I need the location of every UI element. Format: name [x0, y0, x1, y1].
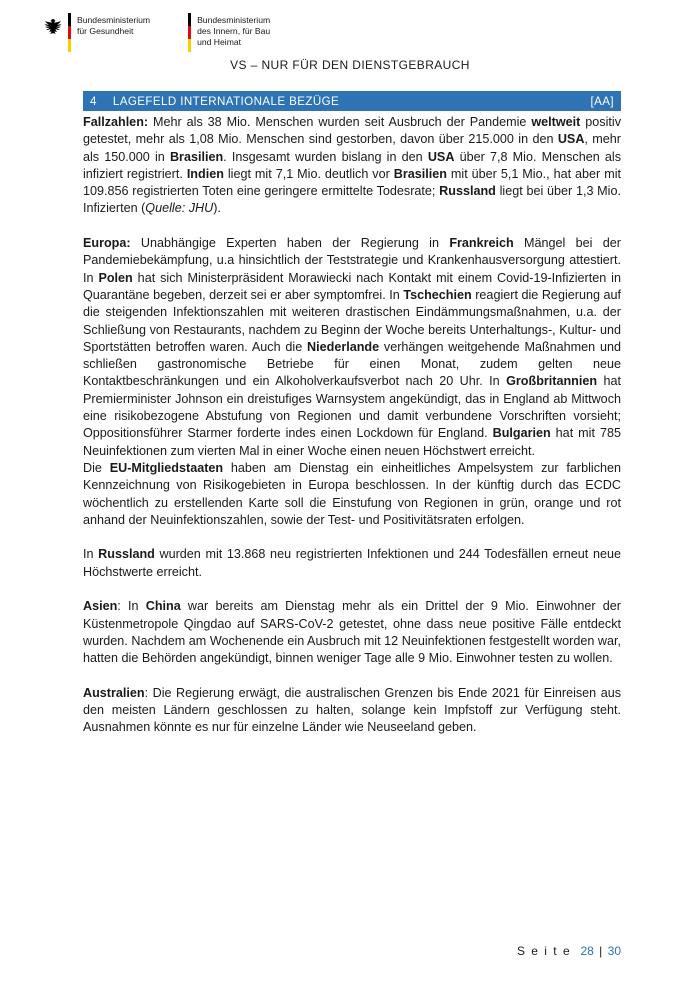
federal-eagle-icon	[42, 14, 64, 44]
text-run: über 7,8 Mio. Menschen als infiziert registriert.	[83, 149, 622, 181]
bold-text-run: USA	[427, 149, 455, 164]
bold-text-run: Tschechien	[403, 287, 472, 302]
paragraph	[83, 114, 621, 218]
paragraph	[83, 546, 621, 581]
classification-banner: VS – NUR FÜR DEN DIENSTGEBRAUCH	[230, 58, 470, 72]
page-footer	[517, 944, 621, 958]
bold-text-run: Brasilien	[393, 166, 447, 181]
page-separator: |	[599, 944, 603, 958]
text-run: : Die Regierung erwägt, die australischen Grenzen bis Ende 2021 für Einreisen aus den meisten Ländern geschlossen zu halten, solange kein Impfstoff zur Verfügung steht. Ausnahmen könnte es nur für einzelne Länder wie Neuseeland geben.	[83, 685, 621, 735]
bold-text-run: Russland	[439, 184, 496, 199]
text-run: verhängen weitgehende Maßnahmen und schließen gastronomische Betriebe für einen Monat, zudem gelten neue Kontaktbeschränkungen und ein Alkoholverkaufsverbot nach 20 Uhr. In	[83, 339, 621, 389]
bold-text-run: Bulgarien	[492, 426, 551, 441]
section-title: LAGEFELD INTERNATIONALE BEZÜGE	[112, 94, 340, 108]
bold-text-run: Australien	[83, 685, 145, 700]
text-run: liegt mit 7,1 Mio. deutlich vor	[223, 166, 394, 181]
text-run: positiv getestet, mehr als 1,08 Mio. Menschen sind gestorben, davon über 215.000 in den	[83, 115, 621, 147]
text-run: reagiert die Regierung auf die steigenden Infektionszahlen mit weiteren drastischen Eindämmungsmaßnahmen, u.a. der Schließung von Restaurants, nachdem zu Beginn der Woche bereits Unterhaltungs-, Kultur- und Sportstätten betroffen waren. Auch die	[83, 287, 622, 354]
text-run: mit über 5,1 Mio., hat aber mit 109.856 registrierten Toten eine geringere ermittelte Todesrate;	[83, 166, 621, 199]
text-run: , mehr als 150.000 in	[83, 132, 621, 164]
text-run: hat Premierminister Johnson ein dreistufiges Warnsystem angekündigt, das in England ab Mittwoch eine risikobezogene Abstufung von Regionen und damit verbundene Vorschriften vorsieht; Oppositionsführer Starmer forderte indes einen Lockdown für England.	[83, 374, 622, 441]
text-run: haben am Dienstag ein einheitliches Ampelsystem zur farblichen Kennzeichnung von Risikogebieten in Europa beschlossen. In der künftig durch das ECDC wöchentlich zu erstellenden Karte soll die Einstufung von Regionen in grün, orange und rot anhand der Neuinfektionszahlen, sowie der Test- und Positivitätsraten erfolgen.	[83, 460, 622, 527]
text-run: war bereits am Dienstag mehr als ein Drittel der 9 Mio. Einwohner der Küstenmetropole Qingdao auf SARS-CoV-2 getestet, ohne dass neue positive Fälle entdeckt wurden. Nachdem am Wochenende ein Ausbruch mit 12 Neuinfektionen festgestellt worden war, hatten die Behörden angekündigt, binnen weniger Tage alle 9 Mio. Einwohner testen zu wollen.	[83, 599, 622, 666]
bold-text-run: EU-Mitgliedstaaten	[109, 460, 224, 475]
bold-text-run: Russland	[98, 547, 155, 562]
text-run: Mängel bei der Pandemiebekämpfung, u.a hinsichtlich der Teststrategie und Krankenhausversorgung attestiert. In	[83, 236, 621, 285]
text-run: Unabhängige Experten haben der Regierung in	[130, 236, 450, 251]
ministry-name-line: des Innern, für Bau	[197, 26, 271, 36]
bold-text-run: weltweit	[531, 115, 581, 129]
bold-text-run: Polen	[98, 270, 133, 285]
text-run: In	[83, 547, 99, 562]
text-run: wurden mit 13.868 neu registrierten Infektionen und 244 Todesfällen erneut neue Höchstwerte erreicht.	[83, 547, 621, 579]
text-run: : In	[117, 599, 146, 614]
bold-text-run: Europa:	[83, 236, 131, 251]
text-run: Die	[83, 460, 110, 475]
total-pages: 30	[607, 944, 621, 958]
ministry-name	[191, 13, 270, 48]
paragraph	[83, 685, 621, 737]
bold-text-run: Indien	[186, 166, 224, 181]
paragraph	[83, 235, 621, 460]
page-label: S e i t e	[516, 944, 572, 958]
bold-text-run: China	[145, 599, 181, 614]
section-header-bar	[83, 91, 621, 111]
logo-bundesministerium-innern	[188, 13, 270, 52]
text-run: hat mit 785 Neuinfektionen zum vierten Mal in einer Woche einen neuen Höchstwert erreicht.	[83, 426, 621, 458]
ministry-name-line: für Gesundheit	[77, 26, 134, 36]
ministry-name-line: Bundesministerium	[77, 15, 151, 25]
bold-text-run: Großbritannien	[506, 374, 598, 389]
ministry-logos	[42, 13, 270, 52]
italic-text-run: Quelle: JHU	[145, 201, 214, 216]
ministry-name	[71, 13, 150, 37]
section-number: 4	[90, 94, 97, 108]
text-run: hat sich Ministerpräsident Morawiecki nach Kontakt mit einem Covid-19-Infizierten in Quarantäne begeben, derzeit sei er aber symptomfrei. In	[83, 270, 621, 302]
page-number: 28	[580, 944, 594, 958]
document-body	[83, 114, 621, 754]
paragraph	[83, 598, 621, 667]
text-run: Mehr als 38 Mio. Menschen wurden seit Ausbruch der Pandemie	[148, 115, 532, 129]
section-tag: [AA]	[590, 94, 614, 108]
bold-text-run: Asien	[83, 599, 118, 614]
paragraph	[83, 460, 621, 529]
bold-text-run: Brasilien	[169, 149, 224, 164]
text-run: liegt bei über 1,3 Mio. Infizierten (	[83, 184, 621, 216]
bold-text-run: Fallzahlen:	[83, 115, 149, 129]
bold-text-run: USA	[557, 132, 585, 147]
bold-text-run: Frankreich	[449, 236, 514, 251]
text-run: . Insgesamt wurden bislang in den	[223, 149, 428, 164]
bold-text-run: Niederlande	[307, 339, 380, 354]
ministry-name-line: Bundesministerium	[197, 15, 271, 25]
logo-bundesministerium-gesundheit	[42, 13, 150, 52]
ministry-name-line: und Heimat	[197, 37, 242, 47]
text-run: ).	[213, 201, 221, 216]
